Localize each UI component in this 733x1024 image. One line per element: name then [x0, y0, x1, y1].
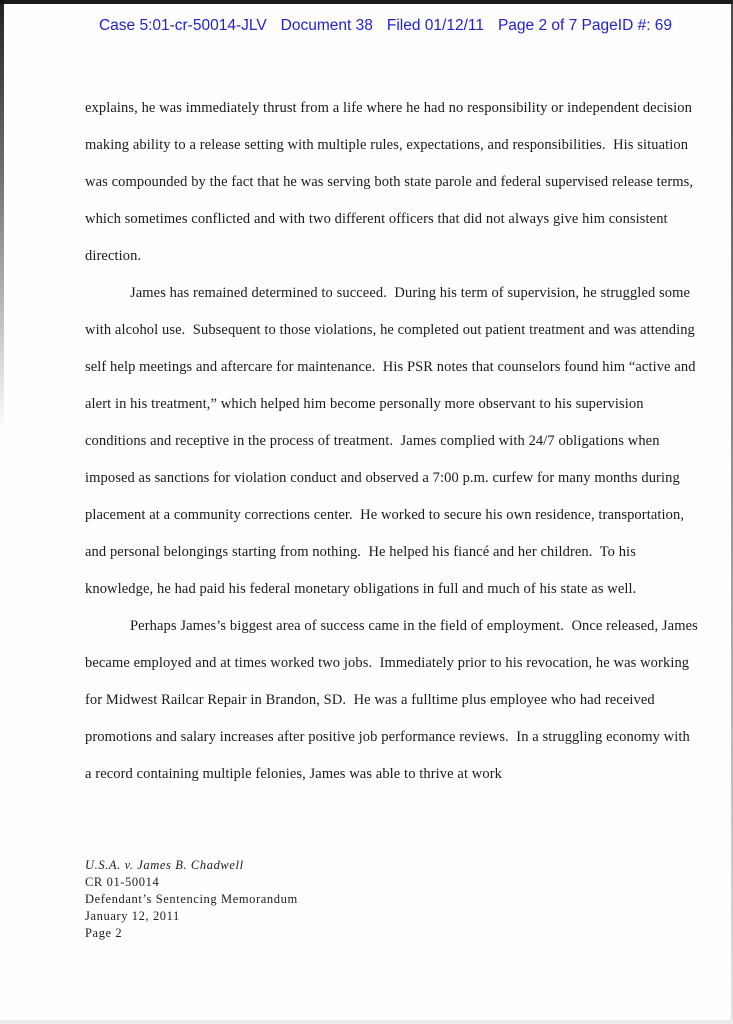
body-paragraph: James has remained determined to succeed. During his term of supervision, he struggled some with alcohol use. Subsequent to those violations, he completed out patient treatment and was attending self help meetings and aftercare for maintenance. His PSR notes that counselors found him “active and alert in his treatment,” which helped him become personally more observant to his supervision conditions and receptive in the process of treatment. James complied with 24/7 obligations when imposed as sanctions for violation conduct and observed a 7:00 p.m. curfew for many months during placement at a community corrections center. He worked to secure his own residence, transportation, and personal belongings starting from nothing. He helped his fiancé and her children. To his knowledge, he had paid his federal monetary obligations in full and much of his state as well.: [85, 285, 700, 597]
footer-case-name: U.S.A. v. James B. Chadwell: [85, 858, 244, 872]
page-edge-top: [0, 0, 733, 4]
page-edge-bottom: [0, 1020, 733, 1024]
case-header-segments: [99, 17, 672, 35]
memorandum-body: [85, 90, 702, 793]
filed-date: Filed 01/12/11: [386, 17, 484, 34]
footer-case-caption: [85, 857, 298, 942]
footer-date: January 12, 2011: [85, 909, 180, 923]
case-number: Case 5:01-cr-50014-JLV: [98, 17, 267, 34]
body-paragraph: explains, he was immediately thrust from a life where he had no responsibility or independent decision making ability to a release setting with multiple rules, expectations, and responsibilities. His situation was compounded by the fact that he was serving both state parole and federal supervised release terms, which sometimes conflicted and with two different officers that did not always give him consistent direction.: [85, 100, 697, 264]
page-edge-left: [0, 0, 4, 430]
footer-document-title: Defendant’s Sentencing Memorandum: [85, 892, 298, 906]
page-id: Page 2 of 7 PageID #: 69: [497, 17, 673, 34]
document-number: Document 38: [280, 17, 373, 34]
case-header-stamp: [0, 17, 733, 35]
footer-page-number: Page 2: [85, 926, 123, 940]
body-paragraph: Perhaps James’s biggest area of success came in the field of employment. Once released, James became employed and at times worked two jobs. Immediately prior to his revocation, he was working for Midwest Railcar Repair in Brandon, SD. He was a fulltime plus employee who had received promotions and salary increases after positive job performance reviews. In a struggling economy with a record containing multiple felonies, James was able to thrive at work: [85, 618, 702, 782]
footer-case-number: CR 01-50014: [85, 875, 160, 889]
